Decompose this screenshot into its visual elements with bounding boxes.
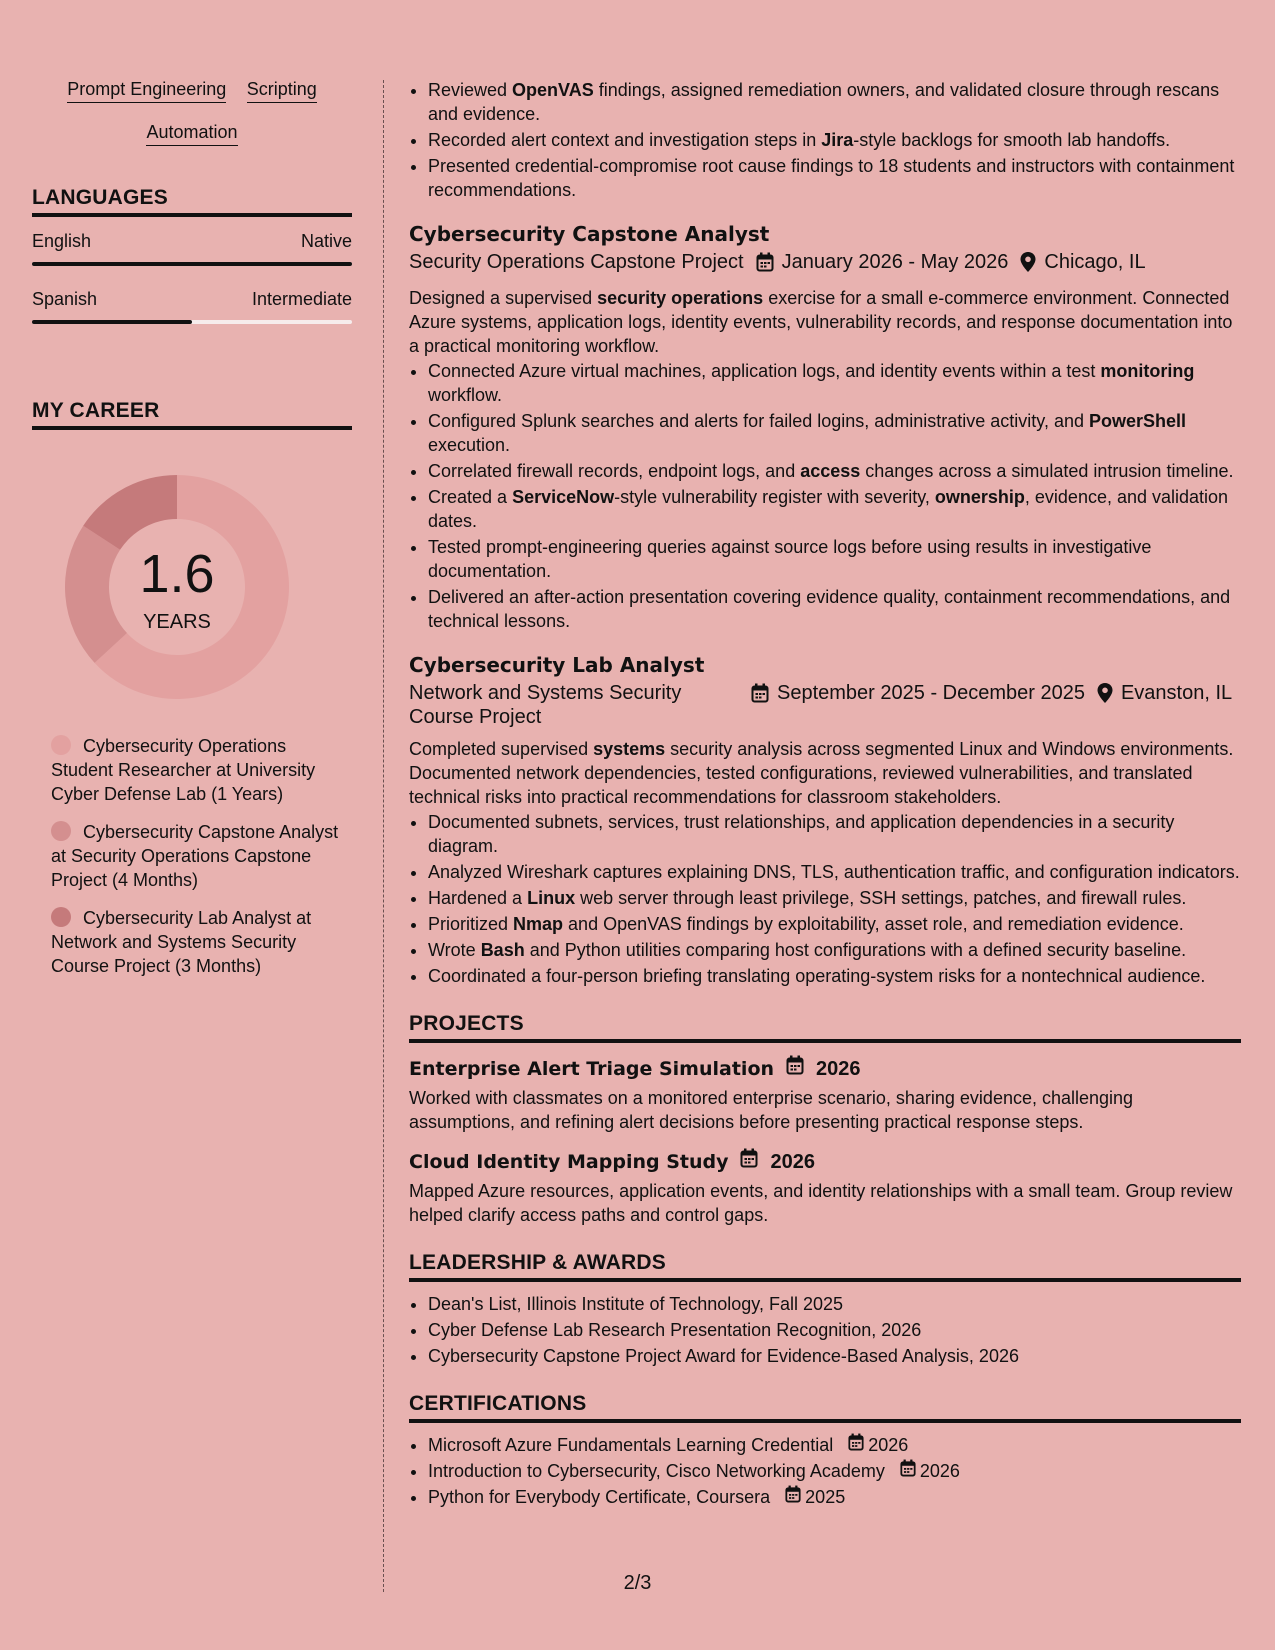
role-bullets [409,810,1241,988]
bullet-item: • Configured Splunk searches and alerts for failed logins, administrative activity, and PowerShell execution. [428,409,1241,457]
bullet-item: • Wrote Bash and Python utilities comparing host configurations with a defined security baseline. [428,938,1241,962]
project-entry [409,1055,1241,1134]
sidebar [32,78,352,992]
certification-name: Python for Everybody Certificate, Coursera [428,1487,771,1507]
skill-tag: Prompt Engineering [67,78,226,103]
language-name: English [32,231,92,251]
role-title: Cybersecurity Lab Analyst [409,653,705,677]
project-description: Mapped Azure resources, application events, and identity relationships with a small team. Group review helped clarify access paths and control gaps. [409,1181,1233,1225]
career-total-unit: YEARS [143,611,211,633]
language-level: Intermediate [251,289,352,309]
bullet-item: • Hardened a Linux web server through least privilege, SSH settings, patches, and firewall rules. [428,886,1241,910]
certification-year: 2026 [868,1435,909,1455]
language-item [32,288,352,324]
bullet-item: • Analyzed Wireshark captures explaining DNS, TLS, authentication traffic, and configuration indicators. [428,860,1241,884]
bullet-item: • Correlated firewall records, endpoint logs, and access changes across a simulated intrusion timeline. [428,459,1241,483]
certification-item [428,1459,1241,1483]
certification-name: Microsoft Azure Fundamentals Learning Credential [428,1435,834,1455]
proficiency-fill [32,262,352,266]
legend-dot [51,821,71,841]
languages-heading: LANGUAGES [32,186,352,217]
bullet-item: • Presented credential-compromise root cause findings to 18 students and instructors with containment recommendations. [428,154,1241,202]
proficiency-fill [32,320,192,324]
calendar-icon [756,252,774,278]
certification-item [428,1485,1241,1509]
bullet-item: • Delivered an after-action presentation covering evidence quality, containment recommendations, and technical lessons. [428,585,1241,633]
skill-tags [32,78,352,146]
calendar-icon [751,683,769,709]
role-title: Cybersecurity Capstone Analyst [409,222,770,246]
proficiency-bar [32,320,352,324]
legend-label: Cybersecurity Capstone Analyst at Security Operations Capstone Project (4 Months) [51,822,339,890]
role-bullets [409,359,1241,633]
role-org: Network and Systems Security Course Project [409,682,682,728]
previous-role-bullets [409,78,1241,202]
calendar-icon [740,1148,758,1175]
bullet-item: • Recorded alert context and investigation steps in Jira-style backlogs for smooth lab handoffs. [428,128,1241,152]
project-year: 2026 [770,1150,815,1173]
role-entry [409,220,1241,633]
calendar-icon [786,1055,804,1082]
project-title: Cloud Identity Mapping Study [409,1150,729,1173]
bullet-item: • Coordinated a four-person briefing translating operating-system risks for a nontechnical audience. [428,964,1241,988]
skill-tag: Scripting [247,78,317,103]
leadership-heading: LEADERSHIP & AWARDS [409,1251,1241,1282]
map-pin-icon [1097,683,1113,709]
legend-item [51,820,343,892]
career-total-value: 1.6 [139,544,215,604]
main-column [409,78,1241,1511]
bullet-item: • Reviewed OpenVAS findings, assigned remediation owners, and validated closure through rescans and evidence. [428,78,1241,126]
project-entry [409,1148,1241,1227]
role-location: Chicago, IL [1044,251,1146,273]
language-item [32,230,352,266]
proficiency-bar [32,262,352,266]
leadership-list [409,1292,1241,1368]
project-description: Worked with classmates on a monitored enterprise scenario, sharing evidence, challenging assumptions, and refining alert decisions before presenting practical response steps. [409,1088,1134,1132]
bullet-item: • Documented subnets, services, trust relationships, and application dependencies in a security diagram. [428,810,1241,858]
calendar-icon [785,1485,801,1509]
certifications-list [409,1433,1241,1509]
legend-label: Cybersecurity Lab Analyst at Network and Systems Security Course Project (3 Months) [51,908,312,976]
project-title: Enterprise Alert Triage Simulation [409,1057,775,1080]
role-meta [409,250,1241,278]
role-dates: January 2026 - May 2026 [781,251,1009,273]
career-heading: MY CAREER [32,399,352,430]
certification-year: 2025 [805,1487,846,1507]
project-year: 2026 [816,1057,861,1080]
legend-item [51,906,343,978]
legend-label: Cybersecurity Operations Student Researcher at University Cyber Defense Lab (1 Years) [51,736,316,804]
award-item: • Dean's List, Illinois Institute of Technology, Fall 2025 [428,1292,1241,1316]
legend-dot [51,907,71,927]
projects-heading: PROJECTS [409,1012,1241,1043]
skill-tag: Automation [146,121,237,146]
column-divider [383,80,384,1592]
certification-name: Introduction to Cybersecurity, Cisco Networking Academy [428,1461,885,1481]
certifications-heading: CERTIFICATIONS [409,1392,1241,1423]
bullet-item: • Prioritized Nmap and OpenVAS findings by exploitability, asset role, and remediation evidence. [428,912,1241,936]
career-legend [51,734,343,978]
award-item: • Cyber Defense Lab Research Presentation Recognition, 2026 [428,1318,1241,1342]
calendar-icon [848,1433,864,1457]
role-dates: September 2025 - December 2025 [777,682,1085,704]
bullet-item: • Tested prompt-engineering queries against source logs before using results in investigative documentation. [428,535,1241,583]
bullet-item: • Created a ServiceNow-style vulnerability register with severity, ownership, evidence, and validation dates. [428,485,1241,533]
role-meta [409,681,1241,729]
map-pin-icon [1020,252,1036,278]
role-summary: Completed supervised systems security analysis across segmented Linux and Windows environments. Documented network dependencies, tested configurations, reviewed vulnerabilities, and translated technical risks into practical recommendations for classroom stakeholders. [409,739,1234,807]
legend-item [51,734,343,806]
page-number: 2/3 [623,1572,652,1594]
certification-item [428,1433,1241,1457]
role-entry [409,651,1241,988]
role-summary: Designed a supervised security operations exercise for a small e-commerce environment. Connected Azure systems, application logs, identity events, vulnerability records, and response documentation into a practical monitoring workflow. [409,288,1233,356]
calendar-icon [900,1459,916,1483]
languages-list [32,230,352,324]
role-location: Evanston, IL [1120,682,1233,704]
legend-dot [51,735,71,755]
career-donut-chart [62,472,292,702]
language-name: Spanish [32,289,98,309]
award-item: • Cybersecurity Capstone Project Award for Evidence-Based Analysis, 2026 [428,1344,1241,1368]
bullet-item: • Connected Azure virtual machines, application logs, and identity events within a test monitoring workflow. [428,359,1241,407]
certification-year: 2026 [919,1461,960,1481]
role-org: Security Operations Capstone Project [409,251,744,273]
language-level: Native [300,231,352,251]
